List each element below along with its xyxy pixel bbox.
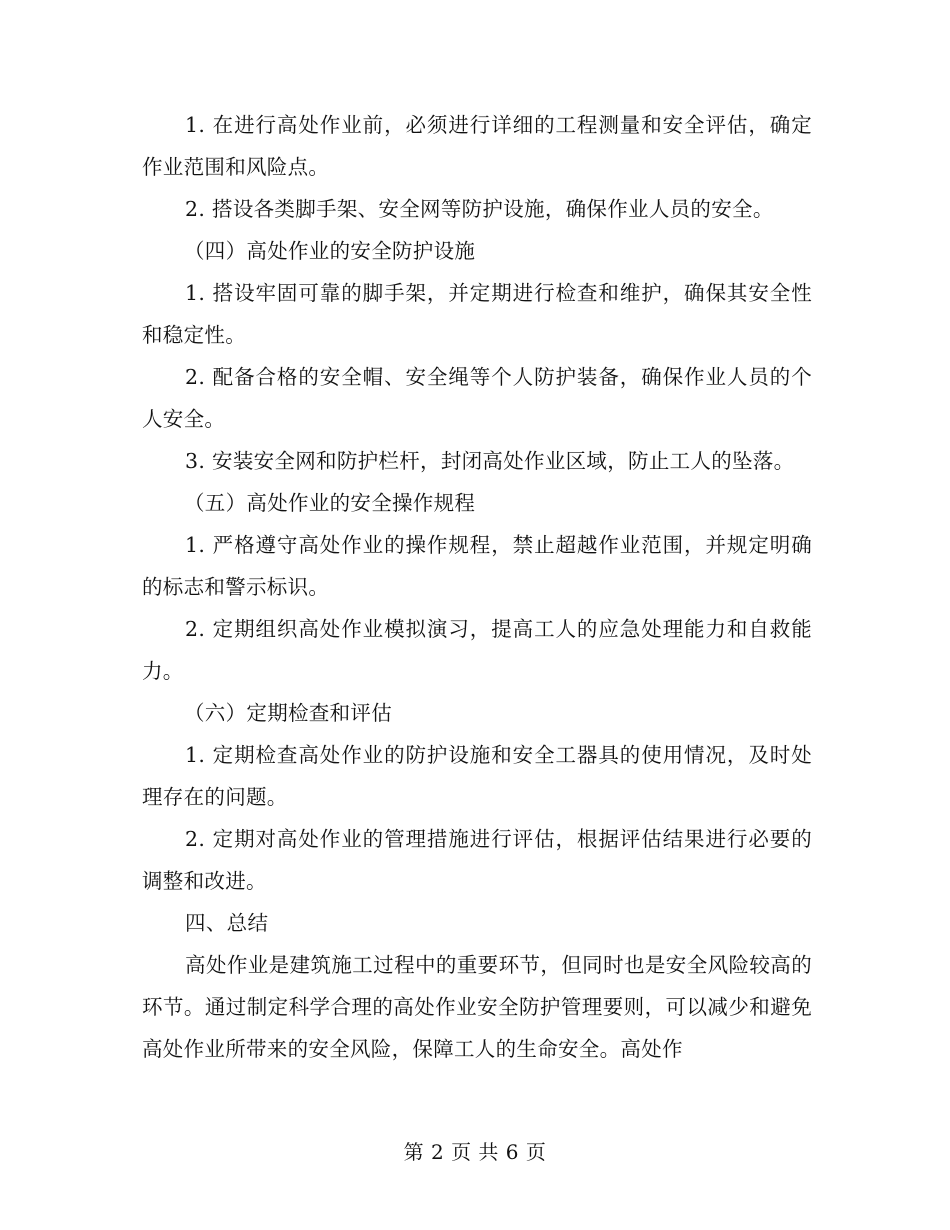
document-body [142, 104, 812, 1070]
section-heading: （六）定期检查和评估 [184, 701, 392, 725]
paragraph: 2. 定期对高处作业的管理措施进行评估，根据评估结果进行必要的调整和改进。 [142, 827, 812, 893]
paragraph: 1. 搭设牢固可靠的脚手架，并定期进行检查和维护，确保其安全性和稳定性。 [142, 281, 812, 347]
paragraph: 四、总结 [185, 911, 269, 935]
paragraph: 高处作业是建筑施工过程中的重要环节，但同时也是安全风险较高的环节。通过制定科学合理的高处作业安全防护管理要则，可以减少和避免高处作业所带来的安全风险，保障工人的生命安全。高处作 [142, 953, 812, 1061]
section-heading: （五）高处作业的安全操作规程 [184, 491, 476, 515]
paragraph: 1. 严格遵守高处作业的操作规程，禁止超越作业范围，并规定明确的标志和警示标识。 [142, 533, 812, 599]
page-footer: 第 2 页 共 6 页 [403, 1140, 547, 1164]
paragraph: 1. 在进行高处作业前，必须进行详细的工程测量和安全评估，确定作业范围和风险点。 [142, 113, 812, 179]
section-heading: （四）高处作业的安全防护设施 [184, 239, 476, 263]
paragraph: 2. 配备合格的安全帽、安全绳等个人防护装备，确保作业人员的个人安全。 [142, 365, 812, 431]
paragraph: 3. 安装安全网和防护栏杆，封闭高处作业区域，防止工人的坠落。 [185, 449, 795, 473]
paragraph: 2. 定期组织高处作业模拟演习，提高工人的应急处理能力和自救能力。 [142, 617, 812, 683]
paragraph: 2. 搭设各类脚手架、安全网等防护设施，确保作业人员的安全。 [185, 197, 774, 221]
paragraph: 1. 定期检查高处作业的防护设施和安全工器具的使用情况，及时处理存在的问题。 [142, 743, 812, 809]
